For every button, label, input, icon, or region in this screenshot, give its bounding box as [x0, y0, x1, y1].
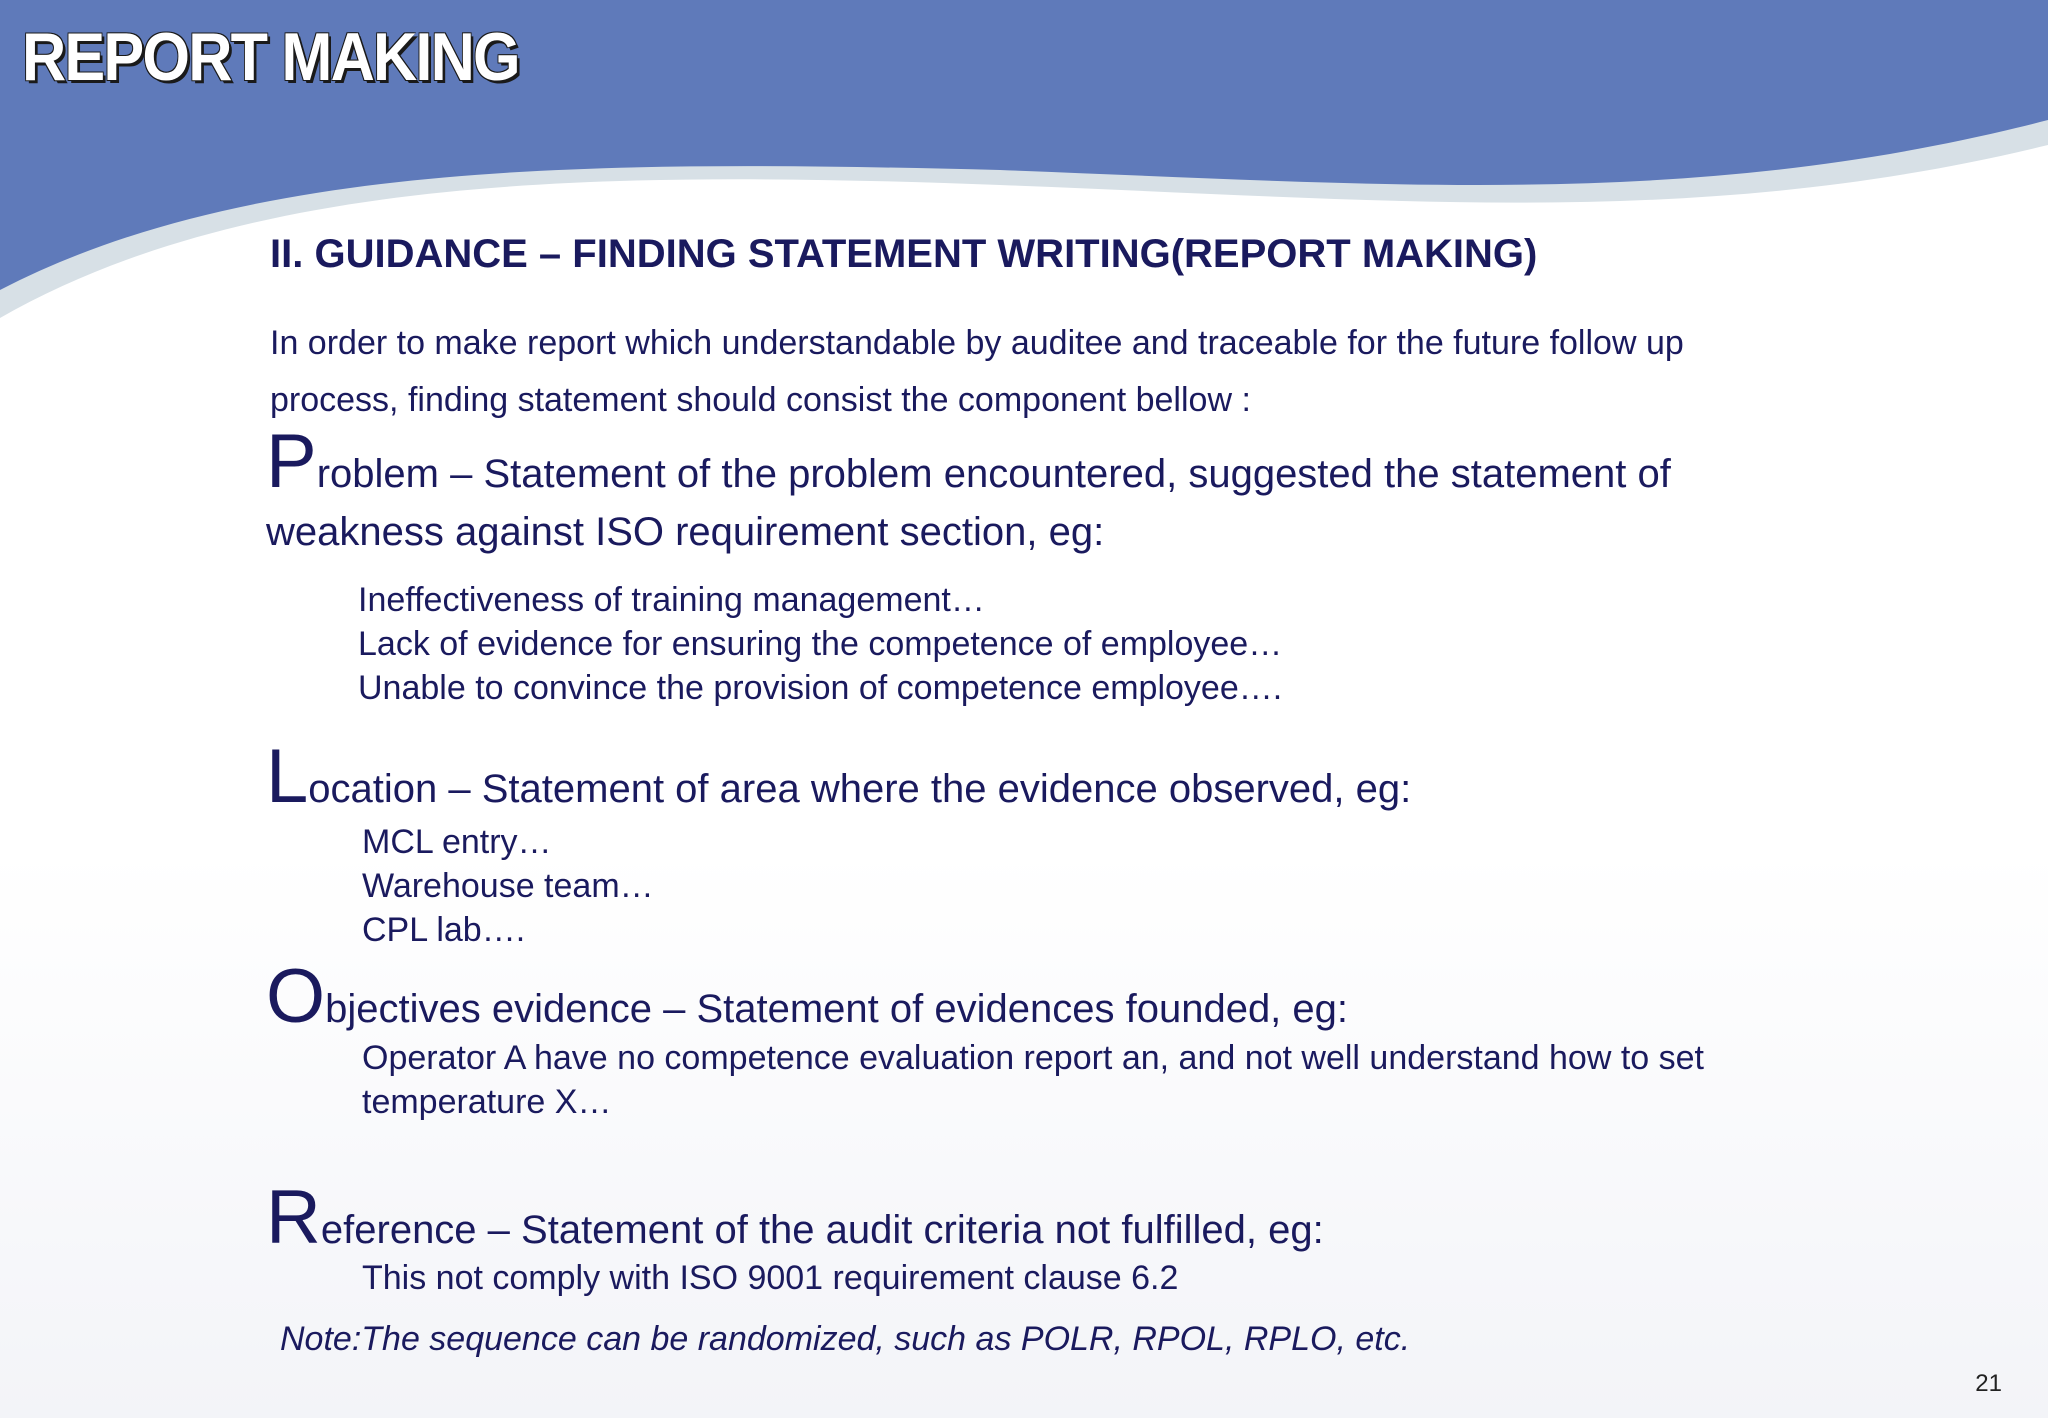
location-title-text: ocation – Statement of area where the evidence observed, eg:: [308, 767, 1412, 811]
list-item: Lack of evidence for ensuring the competence of employee…: [358, 625, 1283, 663]
location-examples: [362, 820, 654, 952]
objectives-examples: [362, 1036, 1842, 1124]
problem-title: [266, 419, 1671, 504]
objectives-title-text: bjectives evidence – Statement of evidences founded, eg:: [325, 987, 1349, 1031]
list-item: Warehouse team…: [362, 867, 654, 905]
reference-initial: R: [266, 1175, 321, 1260]
list-item: Operator A have no competence evaluation report an, and not well understand how to set temperature X…: [362, 1039, 1704, 1121]
location-initial: L: [266, 734, 309, 819]
page-number: 21: [1975, 1370, 2002, 1397]
location-title: [266, 734, 1412, 819]
objectives-initial: O: [266, 954, 326, 1039]
intro-paragraph: In order to make report which understandable by auditee and traceable for the future follow up process, finding statement should consist the component bellow :: [270, 324, 1684, 419]
list-item: This not comply with ISO 9001 requirement clause 6.2: [362, 1259, 1179, 1297]
list-item: Ineffectiveness of training management…: [358, 581, 985, 619]
reference-title: [266, 1175, 1324, 1260]
reference-title-text: eference – Statement of the audit criteria not fulfilled, eg:: [320, 1208, 1324, 1252]
problem-title-continuation: weakness against ISO requirement section, eg:: [266, 510, 1105, 554]
problem-examples: [358, 578, 1282, 710]
slide-title: REPORT MAKING: [22, 19, 519, 95]
objectives-title: [266, 954, 1349, 1039]
note-text: Note:The sequence can be randomized, such as POLR, RPOL, RPLO, etc.: [280, 1320, 1411, 1358]
list-item: Unable to convince the provision of competence employee….: [358, 669, 1283, 707]
list-item: MCL entry…: [362, 823, 552, 861]
section-heading: II. GUIDANCE – FINDING STATEMENT WRITING(REPORT MAKING): [270, 232, 1538, 276]
problem-title-text: roblem – Statement of the problem encountered, suggested the statement of: [316, 452, 1671, 496]
list-item: CPL lab….: [362, 911, 526, 949]
reference-examples: [362, 1256, 1178, 1300]
problem-initial: P: [266, 419, 317, 504]
